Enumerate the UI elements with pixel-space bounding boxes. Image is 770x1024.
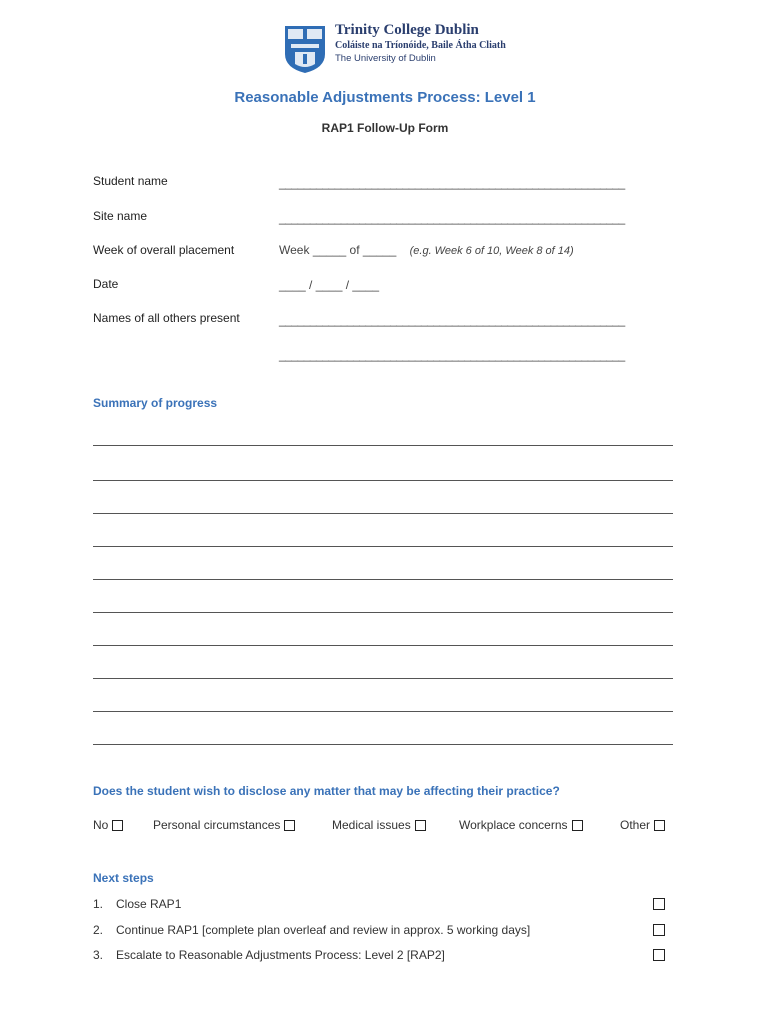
summary-line[interactable] bbox=[93, 546, 673, 547]
option-personal-circumstances[interactable] bbox=[153, 818, 295, 832]
option-workplace-concerns[interactable] bbox=[459, 818, 583, 832]
summary-line[interactable] bbox=[93, 445, 673, 446]
others-present-field-2[interactable]: ________________________________________________________ bbox=[279, 348, 625, 362]
disclose-question: Does the student wish to disclose any matter that may be affecting their practice? bbox=[93, 784, 560, 798]
step-item bbox=[93, 923, 530, 937]
option-no-checkbox[interactable] bbox=[112, 820, 123, 831]
site-name-label: Site name bbox=[93, 209, 148, 223]
step-text: Close RAP1 bbox=[116, 897, 182, 911]
of-word: of bbox=[349, 243, 360, 257]
student-name-label: Student name bbox=[93, 174, 168, 188]
step-1-checkbox[interactable] bbox=[653, 898, 665, 910]
summary-line[interactable] bbox=[93, 744, 673, 745]
option-other-label: Other bbox=[620, 818, 651, 832]
week-label: Week of overall placement bbox=[93, 243, 235, 257]
summary-line[interactable] bbox=[93, 480, 673, 481]
option-other-checkbox[interactable] bbox=[654, 820, 665, 831]
week-field[interactable] bbox=[279, 243, 574, 257]
form-subtitle: RAP1 Follow-Up Form bbox=[321, 121, 449, 135]
week-example: (e.g. Week 6 of 10, Week 8 of 14) bbox=[409, 245, 574, 257]
site-name-field[interactable]: ________________________________________________________ bbox=[279, 211, 625, 225]
step-item bbox=[93, 897, 181, 911]
summary-line[interactable] bbox=[93, 513, 673, 514]
option-personal-checkbox[interactable] bbox=[284, 820, 295, 831]
summary-line[interactable] bbox=[93, 711, 673, 712]
step-text: Escalate to Reasonable Adjustments Process: Level 2 [RAP2] bbox=[116, 948, 445, 962]
student-name-field[interactable]: ________________________________________________________ bbox=[279, 176, 625, 190]
next-steps-heading: Next steps bbox=[93, 871, 154, 885]
institution-irish-name: Coláiste na Tríonóide, Baile Átha Cliath bbox=[335, 40, 506, 51]
summary-line[interactable] bbox=[93, 645, 673, 646]
university-name: The University of Dublin bbox=[335, 53, 436, 64]
option-workplace-label: Workplace concerns bbox=[459, 818, 568, 832]
step-number: 1. bbox=[93, 897, 104, 911]
week-word: Week bbox=[279, 243, 310, 257]
tcd-crest-icon bbox=[283, 24, 327, 74]
institution-name: Trinity College Dublin bbox=[335, 22, 479, 38]
step-3-checkbox[interactable] bbox=[653, 949, 665, 961]
step-item bbox=[93, 948, 445, 962]
step-number: 3. bbox=[93, 948, 104, 962]
date-field[interactable]: ____ / ____ / ____ bbox=[279, 278, 380, 292]
option-medical-issues[interactable] bbox=[332, 818, 426, 832]
option-personal-label: Personal circumstances bbox=[153, 818, 281, 832]
option-medical-checkbox[interactable] bbox=[415, 820, 426, 831]
summary-heading: Summary of progress bbox=[93, 396, 218, 410]
option-other[interactable] bbox=[620, 818, 665, 832]
summary-line[interactable] bbox=[93, 612, 673, 613]
summary-line[interactable] bbox=[93, 579, 673, 580]
others-present-field-1[interactable]: ________________________________________________________ bbox=[279, 313, 625, 327]
option-no[interactable] bbox=[93, 818, 123, 832]
date-label: Date bbox=[93, 277, 119, 291]
option-medical-label: Medical issues bbox=[332, 818, 411, 832]
others-present-label: Names of all others present bbox=[93, 311, 240, 325]
option-no-label: No bbox=[93, 818, 109, 832]
of-blank[interactable]: _____ bbox=[362, 243, 397, 257]
step-2-checkbox[interactable] bbox=[653, 924, 665, 936]
step-number: 2. bbox=[93, 923, 104, 937]
option-workplace-checkbox[interactable] bbox=[572, 820, 583, 831]
week-blank[interactable]: _____ bbox=[312, 243, 347, 257]
page-title: Reasonable Adjustments Process: Level 1 bbox=[234, 89, 536, 106]
step-text: Continue RAP1 [complete plan overleaf and review in approx. 5 working days] bbox=[116, 923, 531, 937]
summary-line[interactable] bbox=[93, 678, 673, 679]
